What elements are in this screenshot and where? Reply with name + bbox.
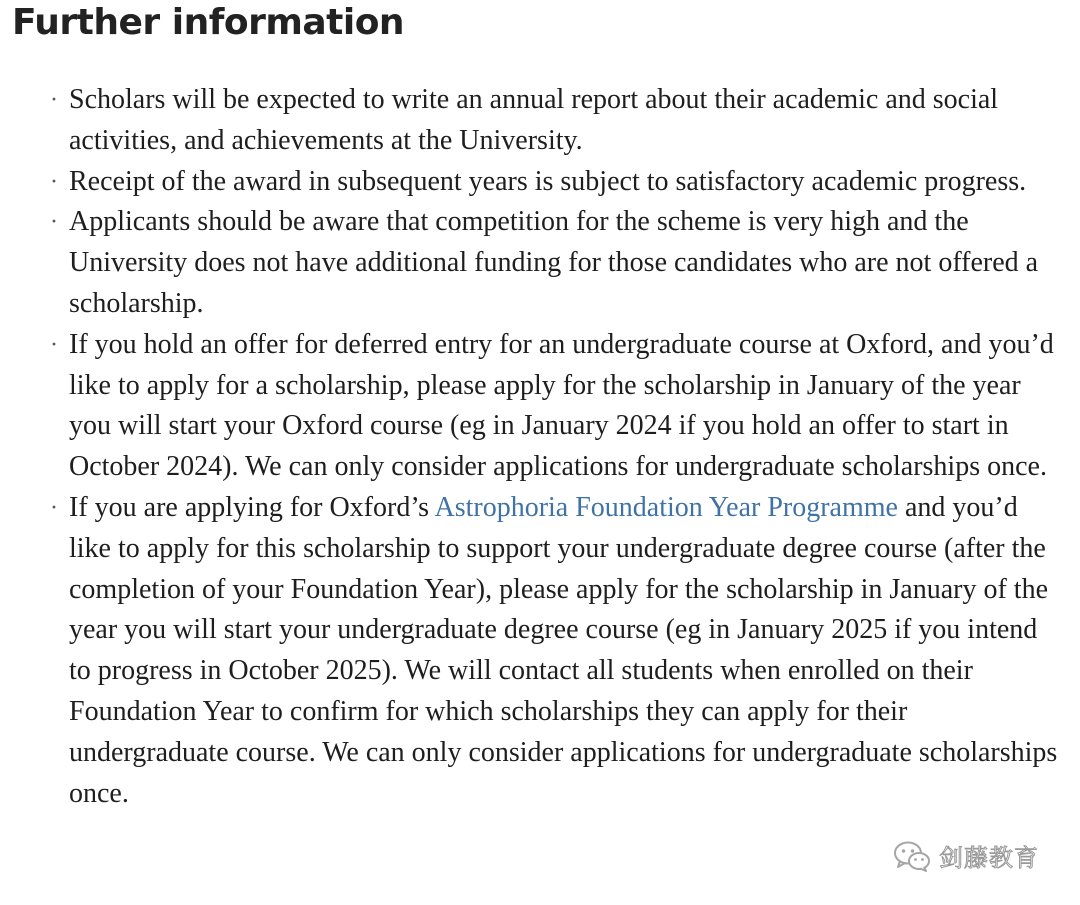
- list-item: [50, 80, 1060, 162]
- list-item-text-before-link: If you are applying for Oxford’s: [69, 491, 435, 523]
- list-item: [50, 325, 1060, 488]
- bullet: ·: [50, 331, 58, 358]
- bullet: ·: [50, 209, 58, 236]
- bullet: ·: [50, 168, 58, 195]
- list-item-text: Scholars will be expected to write an annual report about their academic and social activities, and achievements at the University.: [69, 84, 999, 156]
- list-item: [50, 162, 1060, 203]
- list-item-text-after-link: and you’d like to apply for this scholarship to support your undergraduate degree course (after the completion of your Foundation Year), please apply for the scholarship in January of the year you will start your undergraduate degree course (eg in January 2025 if you intend to progress in October 2025). We will contact all students when enrolled on their Foundation Year to confirm for which scholarships they can apply for their undergraduate course. We can only consider applications for undergraduate scholarships once.: [69, 491, 1058, 809]
- bullet: ·: [50, 87, 58, 113]
- list-item: [50, 202, 1060, 324]
- info-list: [50, 80, 1060, 814]
- astrophoria-programme-link[interactable]: Astrophoria Foundation Year Programme: [434, 491, 898, 523]
- section-heading: Further information: [12, 2, 405, 43]
- wechat-icon: [893, 840, 931, 872]
- list-item-text: Applicants should be aware that competition for the scheme is very high and the University does not have additional funding for those candidates who are not offered a scholarship.: [69, 206, 1039, 319]
- watermark: [893, 838, 1039, 873]
- list-item-text: Receipt of the award in subsequent years is subject to satisfactory academic progress.: [69, 165, 1027, 197]
- bullet: ·: [50, 494, 58, 521]
- watermark-text: 剑藤教育: [939, 844, 1039, 872]
- list-item: [50, 488, 1060, 814]
- list-item-text: If you hold an offer for deferred entry for an undergraduate course at Oxford, and you’d like to apply for a scholarship, please apply for the scholarship in January of the year you will start your Oxford course (eg in January 2024 if you hold an offer to start in October 2024). We can only consider applications for undergraduate scholarships once.: [69, 328, 1054, 483]
